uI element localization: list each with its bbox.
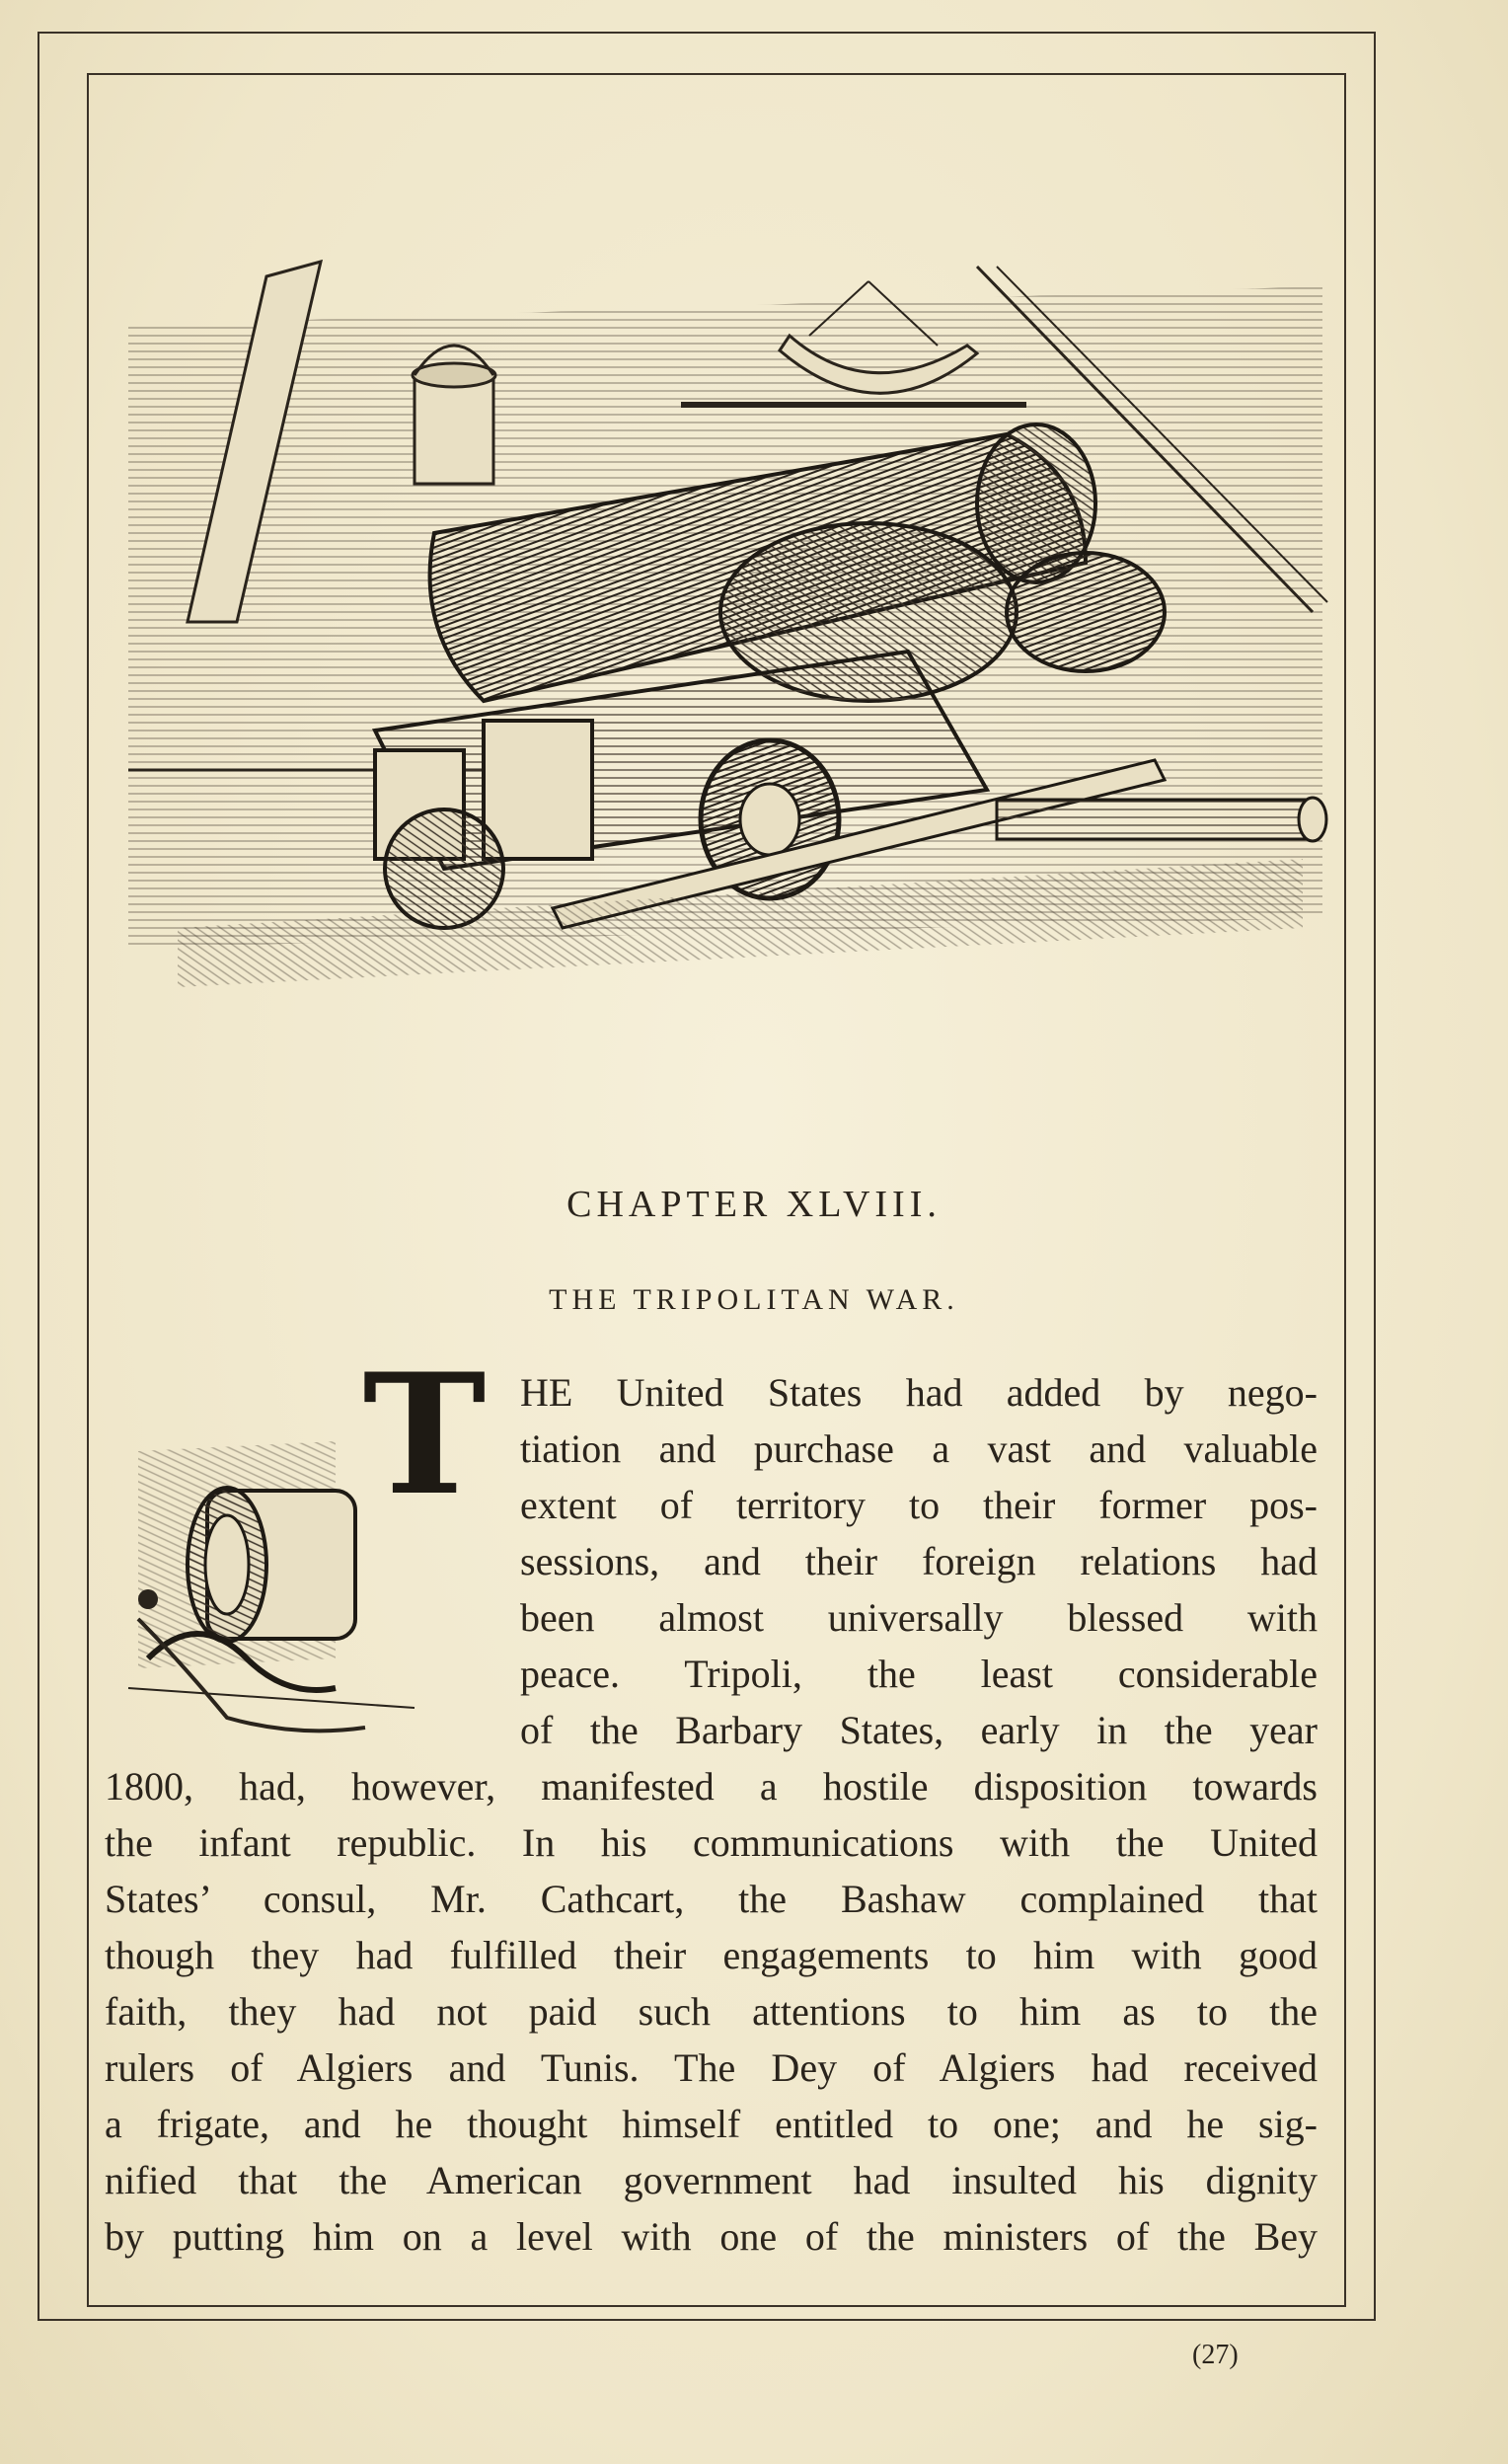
body-line-1: HE United States had added by nego- [520, 1370, 1318, 1415]
chapter-title: CHAPTER XLVIII. [566, 1184, 942, 1225]
chapter-subtitle: THE TRIPOLITAN WAR. [549, 1283, 959, 1316]
body-line-2: tiation and purchase a vast and valuable [520, 1426, 1318, 1471]
body-line-4: sessions, and their foreign relations had [520, 1539, 1318, 1583]
body-line-9: the infant republic. In his communications with the United [105, 1820, 1318, 1865]
body-line-16: by putting him on a level with one of the ministers of the Bey [105, 2214, 1318, 2259]
body-line-12: faith, they had not paid such attentions to him as to the [105, 1989, 1318, 2034]
body-line-14: a frigate, and he thought himself entitled to one; and he sig- [105, 2102, 1318, 2146]
page-number: (27) [1192, 2340, 1239, 2370]
body-line-13: rulers of Algiers and Tunis. The Dey of Algiers had received [105, 2045, 1318, 2090]
drop-cap-letter: T [362, 1337, 487, 1532]
body-line-7: of the Barbary States, early in the year [520, 1708, 1318, 1752]
body-line-8: 1800, had, however, manifested a hostile disposition towards [105, 1764, 1318, 1809]
body-line-5: been almost universally blessed with [520, 1595, 1318, 1640]
body-line-11: though they had fulfilled their engagements to him with good [105, 1933, 1318, 1977]
body-line-3: extent of territory to their former pos- [520, 1483, 1318, 1527]
body-line-15: nified that the American government had insulted his dignity [105, 2158, 1318, 2202]
body-line-6: peace. Tripoli, the least considerable [520, 1652, 1318, 1696]
body-line-10: States’ consul, Mr. Cathcart, the Bashaw complained that [105, 1877, 1318, 1921]
cannon-engraving [118, 237, 1332, 1027]
